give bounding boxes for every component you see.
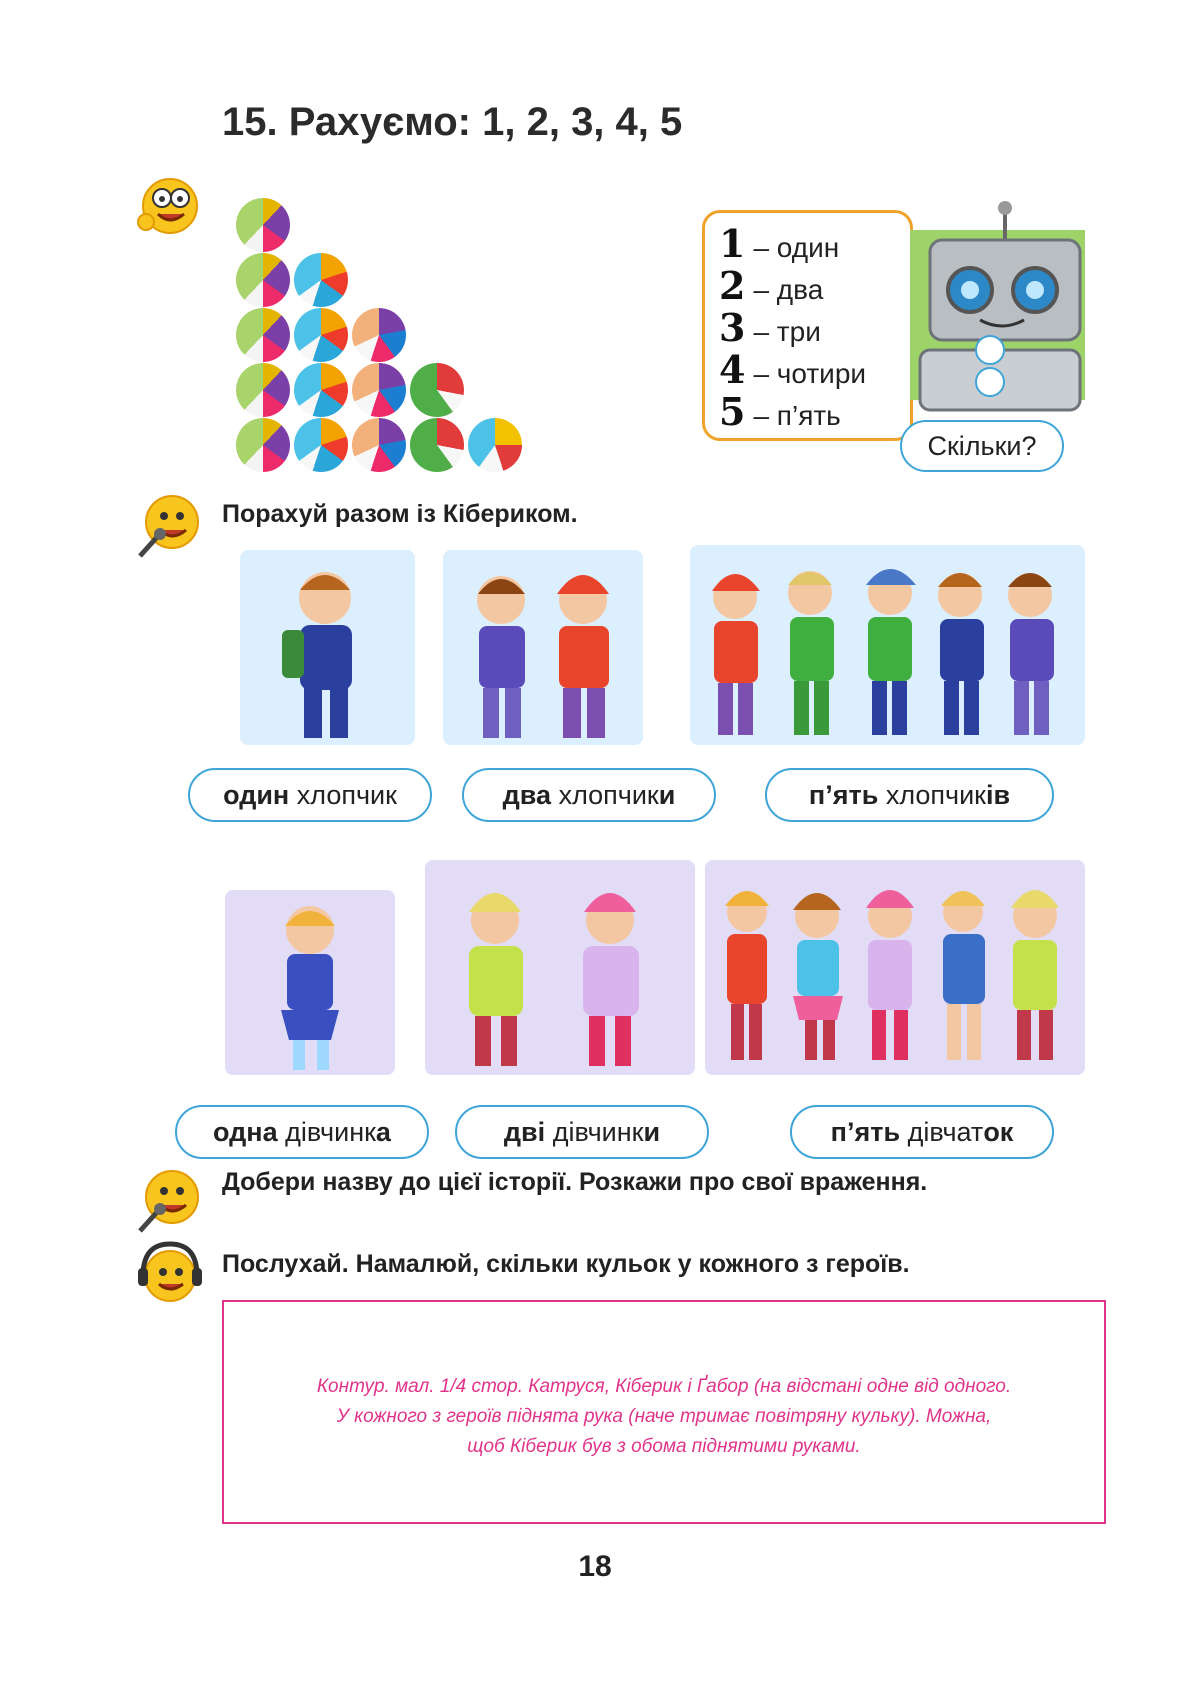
ball — [294, 418, 348, 472]
ball — [236, 198, 290, 252]
lesson-title: 15. Рахуємо: 1, 2, 3, 4, 5 — [222, 100, 683, 144]
illustration-two-girls — [425, 860, 695, 1075]
illustration-five-boys — [690, 545, 1085, 745]
instruction-listen-draw: Послухай. Намалюй, скільки кульок у кожного з героїв. — [222, 1250, 910, 1278]
number-row-2: 2 – два — [719, 263, 824, 308]
ball — [294, 253, 348, 307]
number-row-4: 4 – чотири — [719, 347, 867, 392]
ball — [352, 418, 406, 472]
number-row-3: 3 – три — [719, 305, 821, 350]
ball — [236, 253, 290, 307]
ball — [410, 363, 464, 417]
illustration-one-boy — [240, 550, 415, 745]
number-words-box — [702, 210, 913, 441]
label-one-girl: одна дівчинк а — [175, 1105, 429, 1159]
ball — [236, 418, 290, 472]
illustration-five-girls — [705, 860, 1085, 1075]
ball — [352, 308, 406, 362]
number-row-5: 5 – п’ять — [719, 389, 841, 434]
label-two-girls: дві дівчинк и — [455, 1105, 709, 1159]
illustration-one-girl — [225, 890, 395, 1075]
label-five-girls: п’ять дівчат ок — [790, 1105, 1054, 1159]
ball-pyramid — [228, 198, 528, 478]
number-row-1: 1 – один — [719, 221, 840, 266]
robot-speech-bubble: Скільки? — [900, 420, 1064, 472]
ball — [294, 363, 348, 417]
ball — [294, 308, 348, 362]
drawing-area[interactable] — [222, 1300, 1106, 1524]
robot-kiberik-illustration — [910, 200, 1085, 425]
instruction-title-story: Добери назву до цієї історії. Розкажи про свої враження. — [222, 1168, 928, 1196]
magnifier-smiley-icon — [132, 170, 202, 240]
ball — [236, 308, 290, 362]
drawing-note: Контур. мал. 1/4 стор. Катруся, Кіберик і Ґабор (на відстані одне від одного. У кожного з героїв піднята рука (наче тримає повітряну кульку). Можна, щоб Кіберик був з обома піднятими руками. — [316, 1376, 1012, 1457]
ball — [236, 363, 290, 417]
label-one-boy: один хлопчик — [188, 768, 432, 822]
ball — [352, 363, 406, 417]
microphone-smiley-icon — [132, 1165, 202, 1235]
ball — [410, 418, 464, 472]
page-number: 18 — [578, 1550, 612, 1583]
ball — [468, 418, 522, 472]
label-five-boys: п’ять хлопчик ів — [765, 768, 1054, 822]
label-two-boys: два хлопчик и — [462, 768, 716, 822]
microphone-smiley-icon — [132, 490, 202, 560]
headphones-smiley-icon — [135, 1238, 205, 1308]
instruction-count-with-kiberik: Порахуй разом із Кібериком. — [222, 500, 578, 528]
illustration-two-boys — [443, 550, 643, 745]
